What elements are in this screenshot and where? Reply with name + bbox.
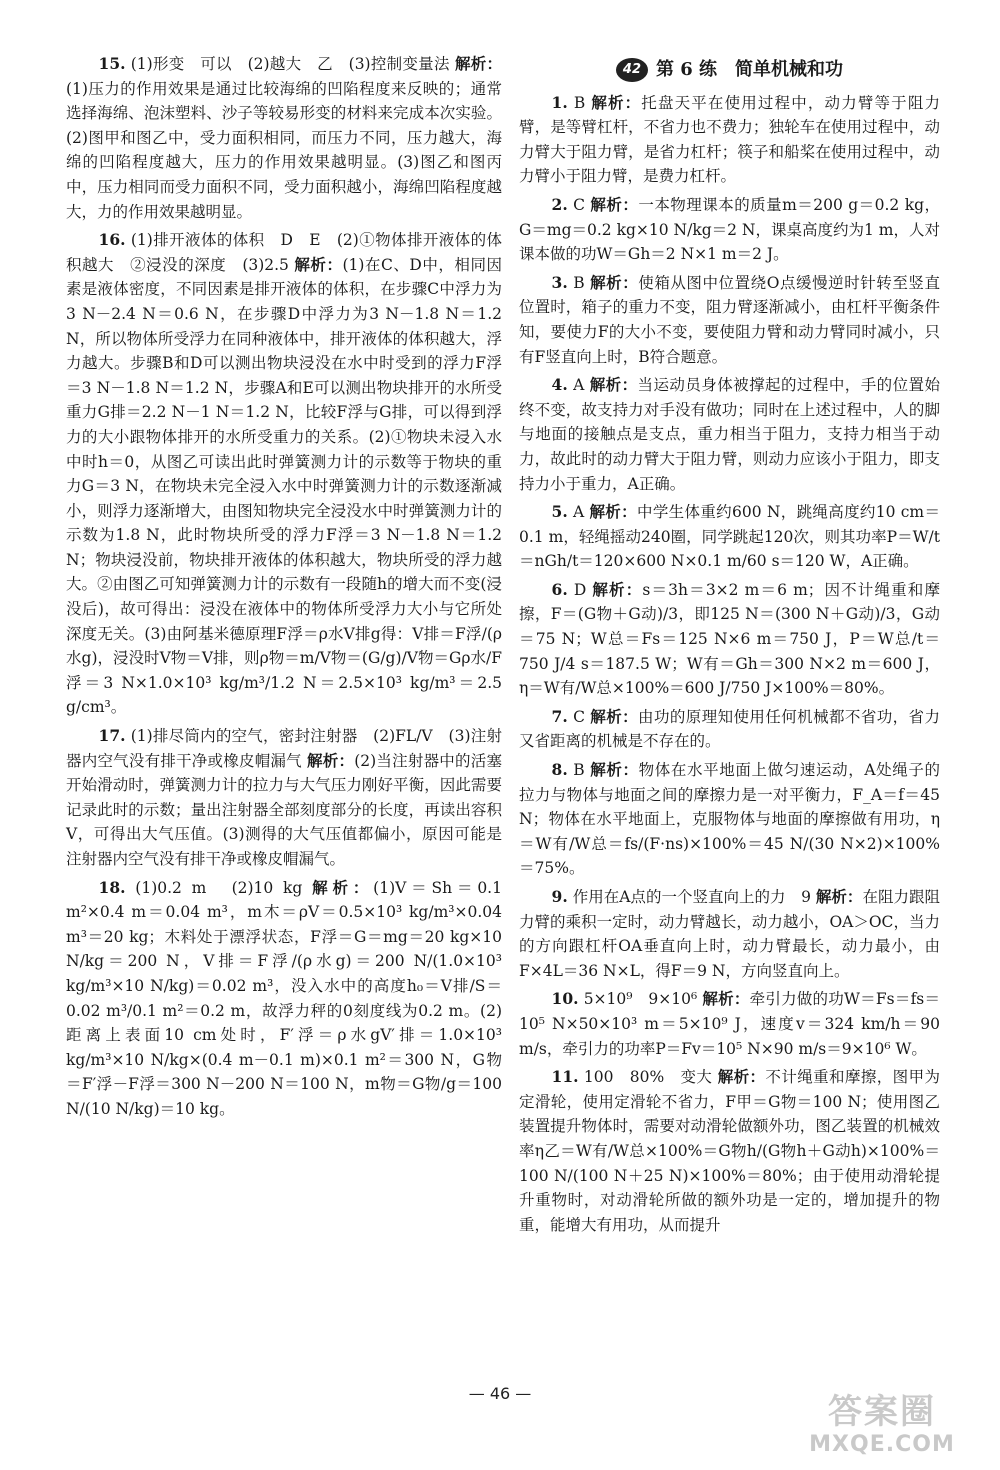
- answer-item: [519, 500, 940, 574]
- analysis-label: 解析：: [307, 750, 355, 770]
- analysis-label: 解析：: [590, 272, 639, 292]
- analysis-label: 解析：: [312, 877, 374, 897]
- question-number: 18.: [98, 877, 126, 897]
- analysis-text: (1)在C、D中，相同因素是液体密度，不同因素是排开液体的体积，在步骤C中浮力为3 N－2.4 N＝0.6 N，在步骤D中浮力为3 N－1.8 N＝1.2 N，所以物体所受浮力在同种液体中，排开液体的体积越大，浮力越大。步骤B和D可以测出物块浸没在水中时受到的浮力F浮＝3 N－1.8 N＝1.2 N，步骤A和E可以测出物块排开的水所受重力G排＝2.2 N－1 N＝1.2 N，比较F浮与G排，可以得到浮力的大小跟物体排开的水所受重力的关系。(2)①物块未浸入水中时h＝0，从图乙可读出此时弹簧测力计的示数等于物块的重力G＝3 N，在物块未完全浸入水中时弹簧测力计的示数逐渐减小，则浮力逐渐增大，由图知物块完全浸没水中时弹簧测力计的示数为1.8 N，此时物块所受的浮力F浮＝3 N－1.8 N＝1.2 N；物块浸没前，物块排开液体的体积越大，物块所受的浮力越大。②由图乙可知弹簧测力计的示数有一段随h的增大而不变(浸没后)，故可得出：浸没在液体中的物体所受浮力大小与它所处深度无关。(3)由阿基米德原理F浮＝ρ水V排g得：V排＝F浮/(ρ水g)，浸没时V物＝V排，则ρ物＝m/V物＝(G/g)/V物＝Gρ水/F浮＝3 N×1.0×10³ kg/m³/1.2 N＝2.5×10³ kg/m³＝2.5 g/cm³。: [66, 255, 502, 717]
- answer-text: (1)排开液体的体积 D E (2)①物体排开液体的体积越大 ②浸没的深度 (3)2.5: [66, 231, 502, 274]
- analysis-label: 解析：: [592, 579, 643, 599]
- question-number: 8.: [551, 760, 568, 780]
- analysis-text: 一本物理课本的质量m＝200 g＝0.2 kg，G＝mg＝0.2 kg×10 N/kg＝2 N，课桌高度约为1 m，人对课本做的功W＝Gh＝2 N×1 m＝2 J。: [519, 195, 940, 264]
- answer-text: (1)0.2 m (2)10 kg: [135, 878, 303, 897]
- analysis-label: 解析：: [590, 760, 639, 780]
- answer-text: A: [573, 503, 585, 522]
- answer-text: B: [573, 761, 585, 780]
- answer-item: [519, 758, 940, 881]
- analysis-label: 解析：: [717, 1067, 766, 1087]
- answer-item: [66, 724, 502, 872]
- answer-item: [519, 193, 940, 267]
- analysis-text: 使箱从图中位置绕O点缓慢逆时针转至竖直位置时，箱子的重力不变，阻力臂逐渐减小，由杠杆平衡条件知，要使力F的大小不变，要使阻力臂和动力臂同时减小，只有F竖直向上时，B符合题意。: [519, 273, 940, 366]
- analysis-text: 中学生体重约600 N，跳绳高度约10 cm＝0.1 m，轻绳摇动240圈，同学跳起120次，则其功率P＝W/t＝nGh/t＝120×600 N×0.1 m/60 s＝120 W，A正确。: [519, 503, 940, 571]
- answer-item: [519, 705, 940, 754]
- answer-item: [66, 876, 502, 1122]
- answer-text: 作用在A点的一个竖直向上的力 9: [572, 888, 811, 906]
- analysis-label: 解析：: [591, 92, 642, 112]
- answer-text: 5×10⁹ 9×10⁶: [583, 990, 698, 1009]
- watermark-text-top: 答案圈: [828, 1392, 936, 1432]
- answer-text: C: [573, 195, 586, 214]
- answer-text: (1)排尽筒内的空气，密封注射器 (2)FL/V (3)注射器内空气没有排干净或橡皮帽漏气: [66, 727, 502, 770]
- watermark-logo: [782, 1392, 982, 1464]
- left-column: [66, 52, 502, 1126]
- section-title-text: 第 6 练 简单机械和功: [655, 59, 844, 80]
- analysis-label: 解析：: [815, 887, 863, 906]
- answer-item: [519, 987, 940, 1061]
- analysis-label: 解析：: [454, 54, 502, 73]
- analysis-text: 当运动员身体被撑起的过程中，手的位置始终不变，故支持力对手没有做功；同时在上述过程中，人的脚与地面的接触点是支点，重力相当于阻力，支持力相当于动力，故此时的动力臂大于阻力臂，则动力应该小于阻力，即支持力小于重力，A正确。: [519, 376, 940, 493]
- question-number: 17.: [98, 726, 126, 746]
- analysis-text: 托盘天平在使用过程中，动力臂等于阻力臂，是等臂杠杆，不省力也不费力；独轮车在使用过程中，动力臂大于阻力臂，是省力杠杆；筷子和船桨在使用过程中，动力臂小于阻力臂，是费力杠杆。: [519, 93, 940, 186]
- analysis-label: 解析：: [294, 254, 343, 274]
- answer-text: A: [573, 376, 585, 395]
- answer-text: B: [573, 273, 585, 292]
- question-number: 15.: [98, 54, 126, 73]
- watermark-text-bottom: MXQE.COM: [809, 1432, 955, 1457]
- right-answers: [519, 91, 940, 1238]
- answer-item: [519, 578, 940, 701]
- question-number: 6.: [551, 579, 568, 599]
- answer-item: [519, 885, 940, 983]
- analysis-label: 解析：: [590, 706, 639, 726]
- answer-item: [66, 52, 502, 224]
- analysis-label: 解析：: [702, 989, 750, 1009]
- analysis-label: 解析：: [590, 194, 639, 214]
- answer-item: [519, 1065, 940, 1237]
- answer-text: D: [573, 580, 587, 599]
- question-number: 5.: [551, 502, 568, 522]
- answer-item: [519, 373, 940, 496]
- section-title: [519, 58, 940, 83]
- right-column: [519, 52, 940, 1241]
- answer-item: [519, 91, 940, 189]
- question-number: 16.: [98, 230, 126, 250]
- analysis-text: 物体在水平地面上做匀速运动，A处绳子的拉力与物体与地面之间的摩擦力是一对平衡力，F_A＝f＝45 N；物体在水平地面上，克服物体与地面的摩擦做有用功，η＝W有/W总＝fs/(F·ns)×100%＝45 N/(30 N×2)×100%＝75%。: [519, 761, 940, 878]
- question-number: 10.: [551, 989, 579, 1009]
- analysis-label: 解析：: [589, 502, 637, 522]
- answer-text: B: [573, 93, 586, 112]
- answer-item: [519, 271, 940, 369]
- question-number: 3.: [551, 272, 568, 292]
- answer-item: [66, 228, 502, 720]
- question-number: 2.: [551, 194, 568, 214]
- analysis-text: (2)当注射器中的活塞开始滑动时，弹簧测力计的拉力与大气压力刚好平衡，因此需要记录此时的示数；量出注射器全部刻度部分的长度，再读出容积V，可得出大气压值。(3)测得的大气压值都偏小，原因可能是注射器内空气没有排干净或橡皮帽漏气。: [66, 751, 502, 868]
- answer-text: (1)形变 可以 (2)越大 乙 (3)控制变量法: [130, 55, 450, 73]
- answer-text: 100 80% 变大: [583, 1068, 713, 1087]
- analysis-text: 由功的原理知使用任何机械都不省功，省力又省距离的机械是不存在的。: [519, 707, 940, 751]
- analysis-label: 解析：: [589, 375, 638, 395]
- question-number: 11.: [551, 1067, 579, 1087]
- page-number: — 46 —: [468, 1384, 532, 1403]
- question-number: 7.: [551, 706, 568, 726]
- answer-text: C: [573, 707, 585, 726]
- analysis-text: s＝3h＝3×2 m＝6 m；因不计绳重和摩擦，F＝(G物＋G动)/3，即125 N＝(300 N＋G动)/3，G动＝75 N；W总＝Fs＝125 N×6 m＝750 J，P＝W总/t＝750 J/4 s＝187.5 W；W有＝Gh＝300 N×2 m＝600 J，η＝W有/W总×100%＝600 J/750 J×100%＝80%。: [519, 580, 940, 698]
- question-number: 9.: [551, 887, 568, 906]
- analysis-text: 在阻力跟阻力臂的乘积一定时，动力臂越长，动力越小，OA＞OC，当力的方向跟杠杆OA垂直向上时，动力臂最长，动力最小，由F×4L＝36 N×L，得F＝9 N，方向竖直向上。: [519, 888, 940, 980]
- analysis-text: (1)压力的作用效果是通过比较海绵的凹陷程度来反映的；通常选择海绵、泡沫塑料、沙子等较易形变的材料来完成本次实验。(2)图甲和图乙中，受力面积相同，而压力不同，压力越大，海绵的凹陷程度越大，压力的作用效果越明显。(3)图乙和图丙中，压力相同而受力面积不同，受力面积越小，海绵凹陷程度越大，力的作用效果越明显。: [66, 79, 502, 221]
- section-badge: 42: [616, 58, 648, 82]
- question-number: 1.: [551, 92, 568, 112]
- analysis-text: 牵引力做的功W＝Fs＝fs＝10⁵ N×50×10³ m＝5×10⁹ J，速度v＝324 km/h＝90 m/s，牵引力的功率P＝Fv＝10⁵ N×90 m/s＝9×10⁶ W。: [519, 990, 940, 1058]
- analysis-text: 不计绳重和摩擦，图甲为定滑轮，使用定滑轮不省力，F甲＝G物＝100 N；使用图乙装置提升物体时，需要对动滑轮做额外功，图乙装置的机械效率η乙＝W有/W总×100%＝G物h/(G物h＋G动h)×100%＝100 N/(100 N＋25 N)×100%＝80%；由于使用动滑轮提升重物时，对动滑轮所做的额外功是一定的，增加提升的物重，能增大有用功，从而提升: [519, 1068, 940, 1234]
- question-number: 4.: [551, 375, 568, 395]
- analysis-text: (1)V＝Sh＝0.1 m²×0.4 m＝0.04 m³，m木＝ρV＝0.5×10³ kg/m³×0.04 m³＝20 kg；木料处于漂浮状态，F浮＝G＝mg＝20 kg×10 N/kg＝200 N，V排＝F浮/(ρ水g)＝200 N/(1.0×10³ kg/m³×10 N/kg)＝0.02 m³，没入水中的高度h₀＝V排/S＝0.02 m³/0.1 m²＝0.2 m，故浮力秤的0刻度线为0.2 m。(2)距离上表面10 cm处时，F′浮＝ρ水gV′排＝1.0×10³ kg/m³×10 N/kg×(0.4 m－0.1 m)×0.1 m²＝300 N，G物＝F′浮－F浮＝300 N－200 N＝100 N，m物＝G物/g＝100 N/(10 N/kg)＝10 kg。: [66, 878, 502, 1118]
